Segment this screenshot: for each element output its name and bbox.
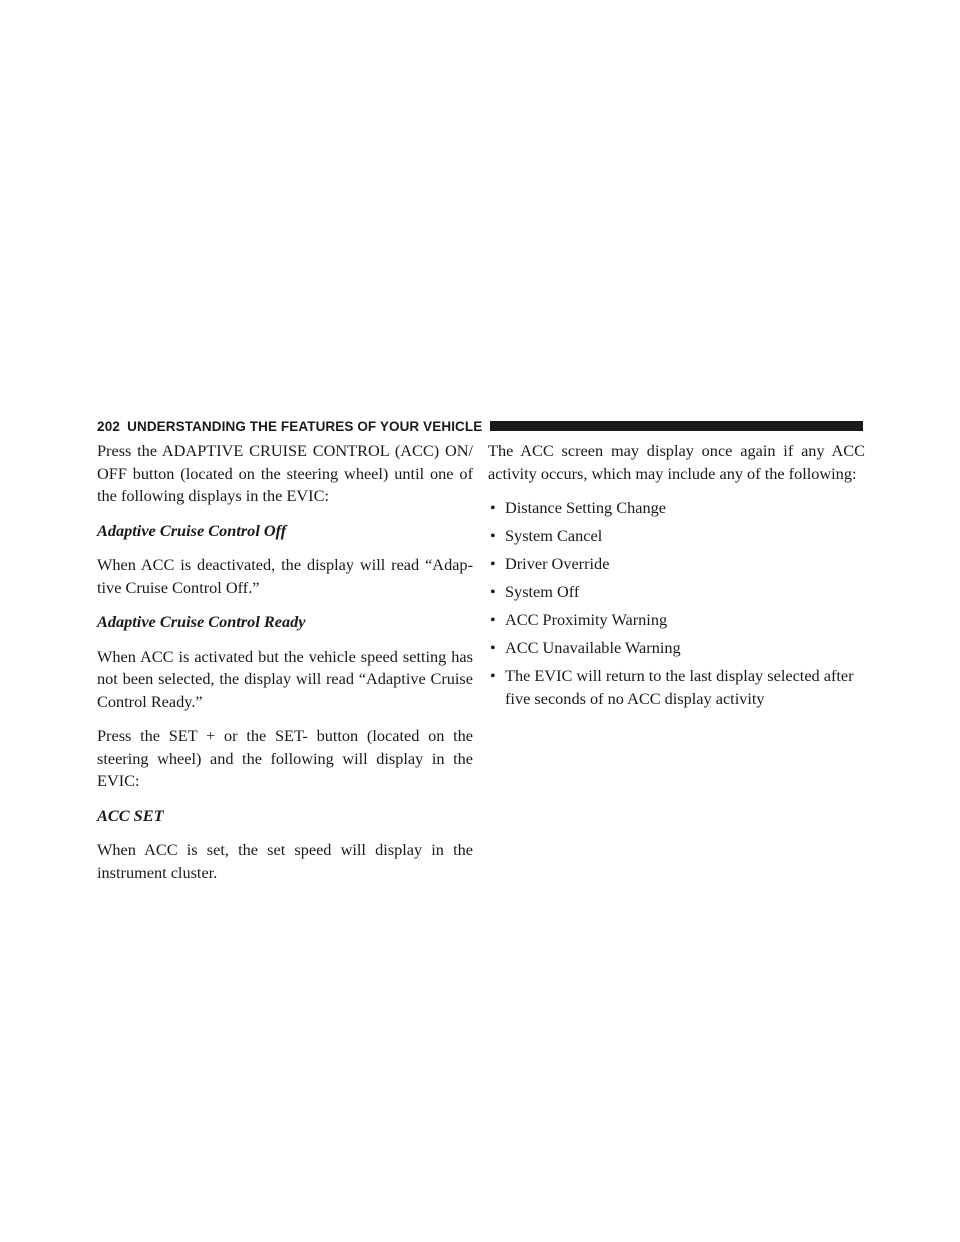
- acc-off-paragraph: When ACC is deactivated, the display will read “Adap- tive Cruise Control Off.”: [97, 555, 473, 597]
- list-item-text: System Cancel: [505, 526, 603, 545]
- list-item-text: ACC Unavailable Warning: [505, 638, 681, 657]
- page-header: [97, 414, 863, 438]
- list-item: [488, 497, 865, 520]
- bullet-icon: •: [490, 526, 496, 545]
- list-item-text: System Off: [505, 582, 580, 601]
- list-item: [488, 525, 865, 548]
- right-column: [488, 440, 865, 716]
- bullet-icon: •: [490, 666, 496, 685]
- list-item-text: ACC Proximity Warning: [505, 610, 668, 629]
- intro-paragraph: Press the ADAPTIVE CRUISE CONTROL (ACC) ON/ OFF button (located on the steering wheel) until one of the following displays in the EVIC:: [97, 441, 473, 505]
- left-column: [97, 440, 473, 896]
- list-item: [488, 609, 865, 632]
- acc-ready-paragraph: When ACC is activated but the vehicle speed setting has not been selected, the display will read “Adaptive Cruise Control Ready.”: [97, 646, 473, 711]
- bullet-icon: •: [490, 498, 496, 517]
- acc-off-heading: Adaptive Cruise Control Off: [97, 520, 287, 540]
- list-item: [488, 637, 865, 660]
- bullet-icon: •: [490, 638, 496, 657]
- list-item: [488, 665, 865, 710]
- bullet-icon: •: [490, 610, 496, 629]
- header-rule: [490, 421, 863, 431]
- list-item-text: The EVIC will return to the last display selected after five seconds of no ACC display activity: [505, 666, 854, 708]
- list-item: [488, 553, 865, 576]
- acc-set-paragraph: When ACC is set, the set speed will display in the instrument cluster.: [97, 840, 473, 882]
- acc-ready-heading: Adaptive Cruise Control Ready: [97, 612, 306, 631]
- activity-list: [488, 497, 865, 710]
- section-title: UNDERSTANDING THE FEATURES OF YOUR VEHICLE: [127, 418, 483, 434]
- list-item-text: Distance Setting Change: [505, 498, 666, 517]
- page-number: 202: [97, 418, 121, 434]
- bullet-icon: •: [490, 582, 496, 601]
- bullet-icon: •: [490, 554, 496, 573]
- list-item-text: Driver Override: [505, 554, 610, 573]
- list-item: [488, 581, 865, 604]
- acc-set-heading: ACC SET: [97, 805, 164, 825]
- activity-intro-paragraph: The ACC screen may display once again if any ACC activity occurs, which may include any of the following:: [488, 441, 865, 483]
- set-button-paragraph: Press the SET + or the SET- button (located on the steering wheel) and the following will display in the EVIC:: [97, 726, 473, 790]
